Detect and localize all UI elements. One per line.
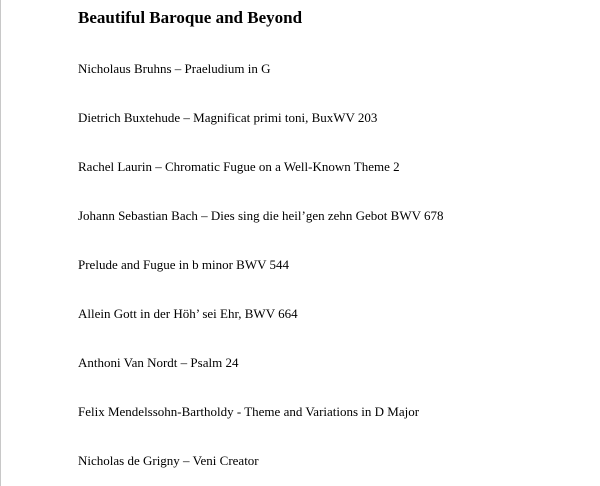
program-item-7: Anthoni Van Nordt – Psalm 24 <box>78 355 239 370</box>
program-list <box>78 60 444 486</box>
program-item-8: Felix Mendelssohn-Bartholdy - Theme and Variations in D Major <box>78 404 420 419</box>
page-edge <box>0 0 1 486</box>
program-item-4: Johann Sebastian Bach – Dies sing die heil’gen zehn Gebot BWV 678 <box>78 208 444 223</box>
program-item-6: Allein Gott in der Höh’ sei Ehr, BWV 664 <box>78 306 298 321</box>
program-item-2: Dietrich Buxtehude – Magnificat primi toni, BuxWV 203 <box>78 110 378 125</box>
document-title: Beautiful Baroque and Beyond <box>78 8 303 27</box>
program-item-3: Rachel Laurin – Chromatic Fugue on a Well-Known Theme 2 <box>78 159 400 174</box>
program-item-9: Nicholas de Grigny – Veni Creator <box>78 453 259 468</box>
program-item-5: Prelude and Fugue in b minor BWV 544 <box>78 257 289 272</box>
program-item-1: Nicholaus Bruhns – Praeludium in G <box>78 61 271 76</box>
